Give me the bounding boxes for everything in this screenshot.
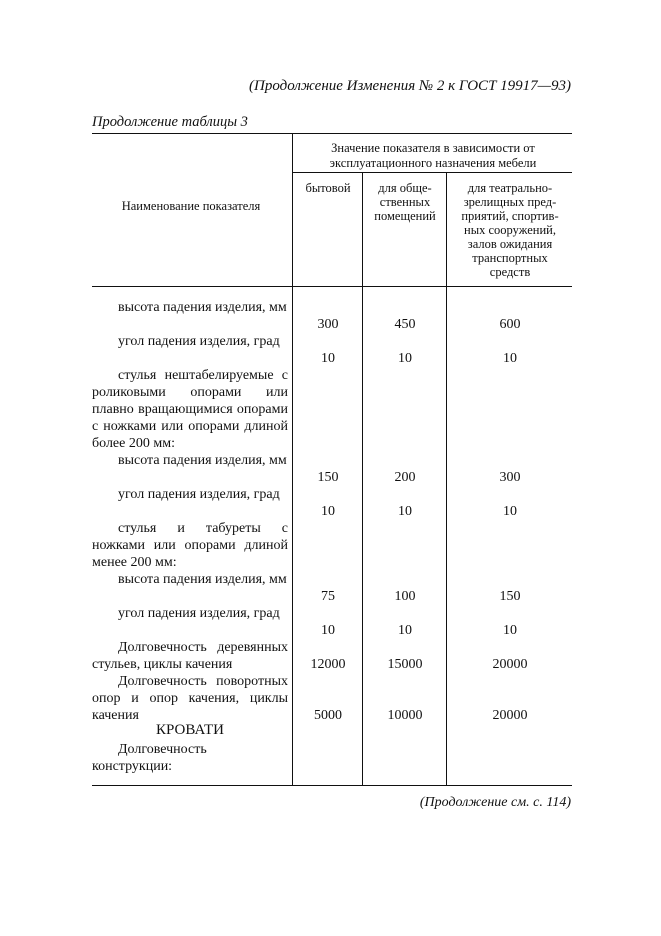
row-name: высота падения изделия, мм [118,572,287,587]
row-value: 10 [398,623,412,638]
row-name: угол падения изделия, град [118,606,280,621]
row-name: стулья нештабелируемые с роликовыми опорами или плавно вращающимися опорами с ножками или опорами длиной более 200 мм: [92,368,288,451]
row-name: Долговечность конструкции: [92,742,207,774]
row-name: Долговечность деревянных стульев, циклы качения [92,640,288,672]
column-divider [292,133,293,786]
table-caption: Продолжение таблицы 3 [92,114,248,130]
continuation-header: (Продолжение Изменения № 2 к ГОСТ 19917—93) [249,78,571,94]
row-value: 300 [499,470,521,485]
continuation-footer: (Продолжение см. с. 114) [419,795,571,810]
row-value: 10 [398,351,412,366]
row-value: 10 [321,623,335,638]
section-title-beds: КРОВАТИ [156,722,224,738]
row-name: высота падения изделия, мм [118,453,287,468]
column-group-header: Значение показателя в зависимости от эксплуатационного назначения мебели [329,141,537,170]
header-bottom-rule [92,286,572,287]
row-value: 100 [394,589,416,604]
row-value: 10 [321,351,335,366]
row-value: 150 [317,470,339,485]
row-value: 10 [321,504,335,519]
row-name: высота падения изделия, мм [118,300,287,315]
column-divider [362,172,363,786]
row-value: 300 [317,317,339,332]
row-value: 15000 [387,657,423,672]
column-header-name: Наименование показателя [121,199,261,213]
row-name: угол падения изделия, град [118,334,280,349]
header-rule [292,172,572,173]
row-value: 200 [394,470,416,485]
row-name: Долговечность поворотных опор и опор качения, циклы качения [92,674,288,723]
row-name: стулья и табуреты с ножками или опорами длиной менее 200 мм: [92,521,288,570]
row-value: 600 [499,317,521,332]
subheader-theatre: для театрально-зрелищных пред-приятий, спортив-ных сооружений, залов ожидания транспортных средств [461,181,559,279]
row-value: 10000 [387,708,423,723]
row-value: 450 [394,317,416,332]
row-value: 10 [503,504,517,519]
row-value: 150 [499,589,521,604]
subheader-household: бытовой [305,181,351,195]
row-value: 10 [503,351,517,366]
row-value: 10 [503,623,517,638]
subheader-public: для обще-ственных помещений [374,181,436,223]
row-value: 10 [398,504,412,519]
row-value: 12000 [310,657,346,672]
column-divider [446,172,447,786]
row-value: 20000 [492,657,528,672]
row-value: 20000 [492,708,528,723]
row-value: 5000 [314,708,342,723]
row-value: 75 [321,589,335,604]
row-name: угол падения изделия, град [118,487,280,502]
